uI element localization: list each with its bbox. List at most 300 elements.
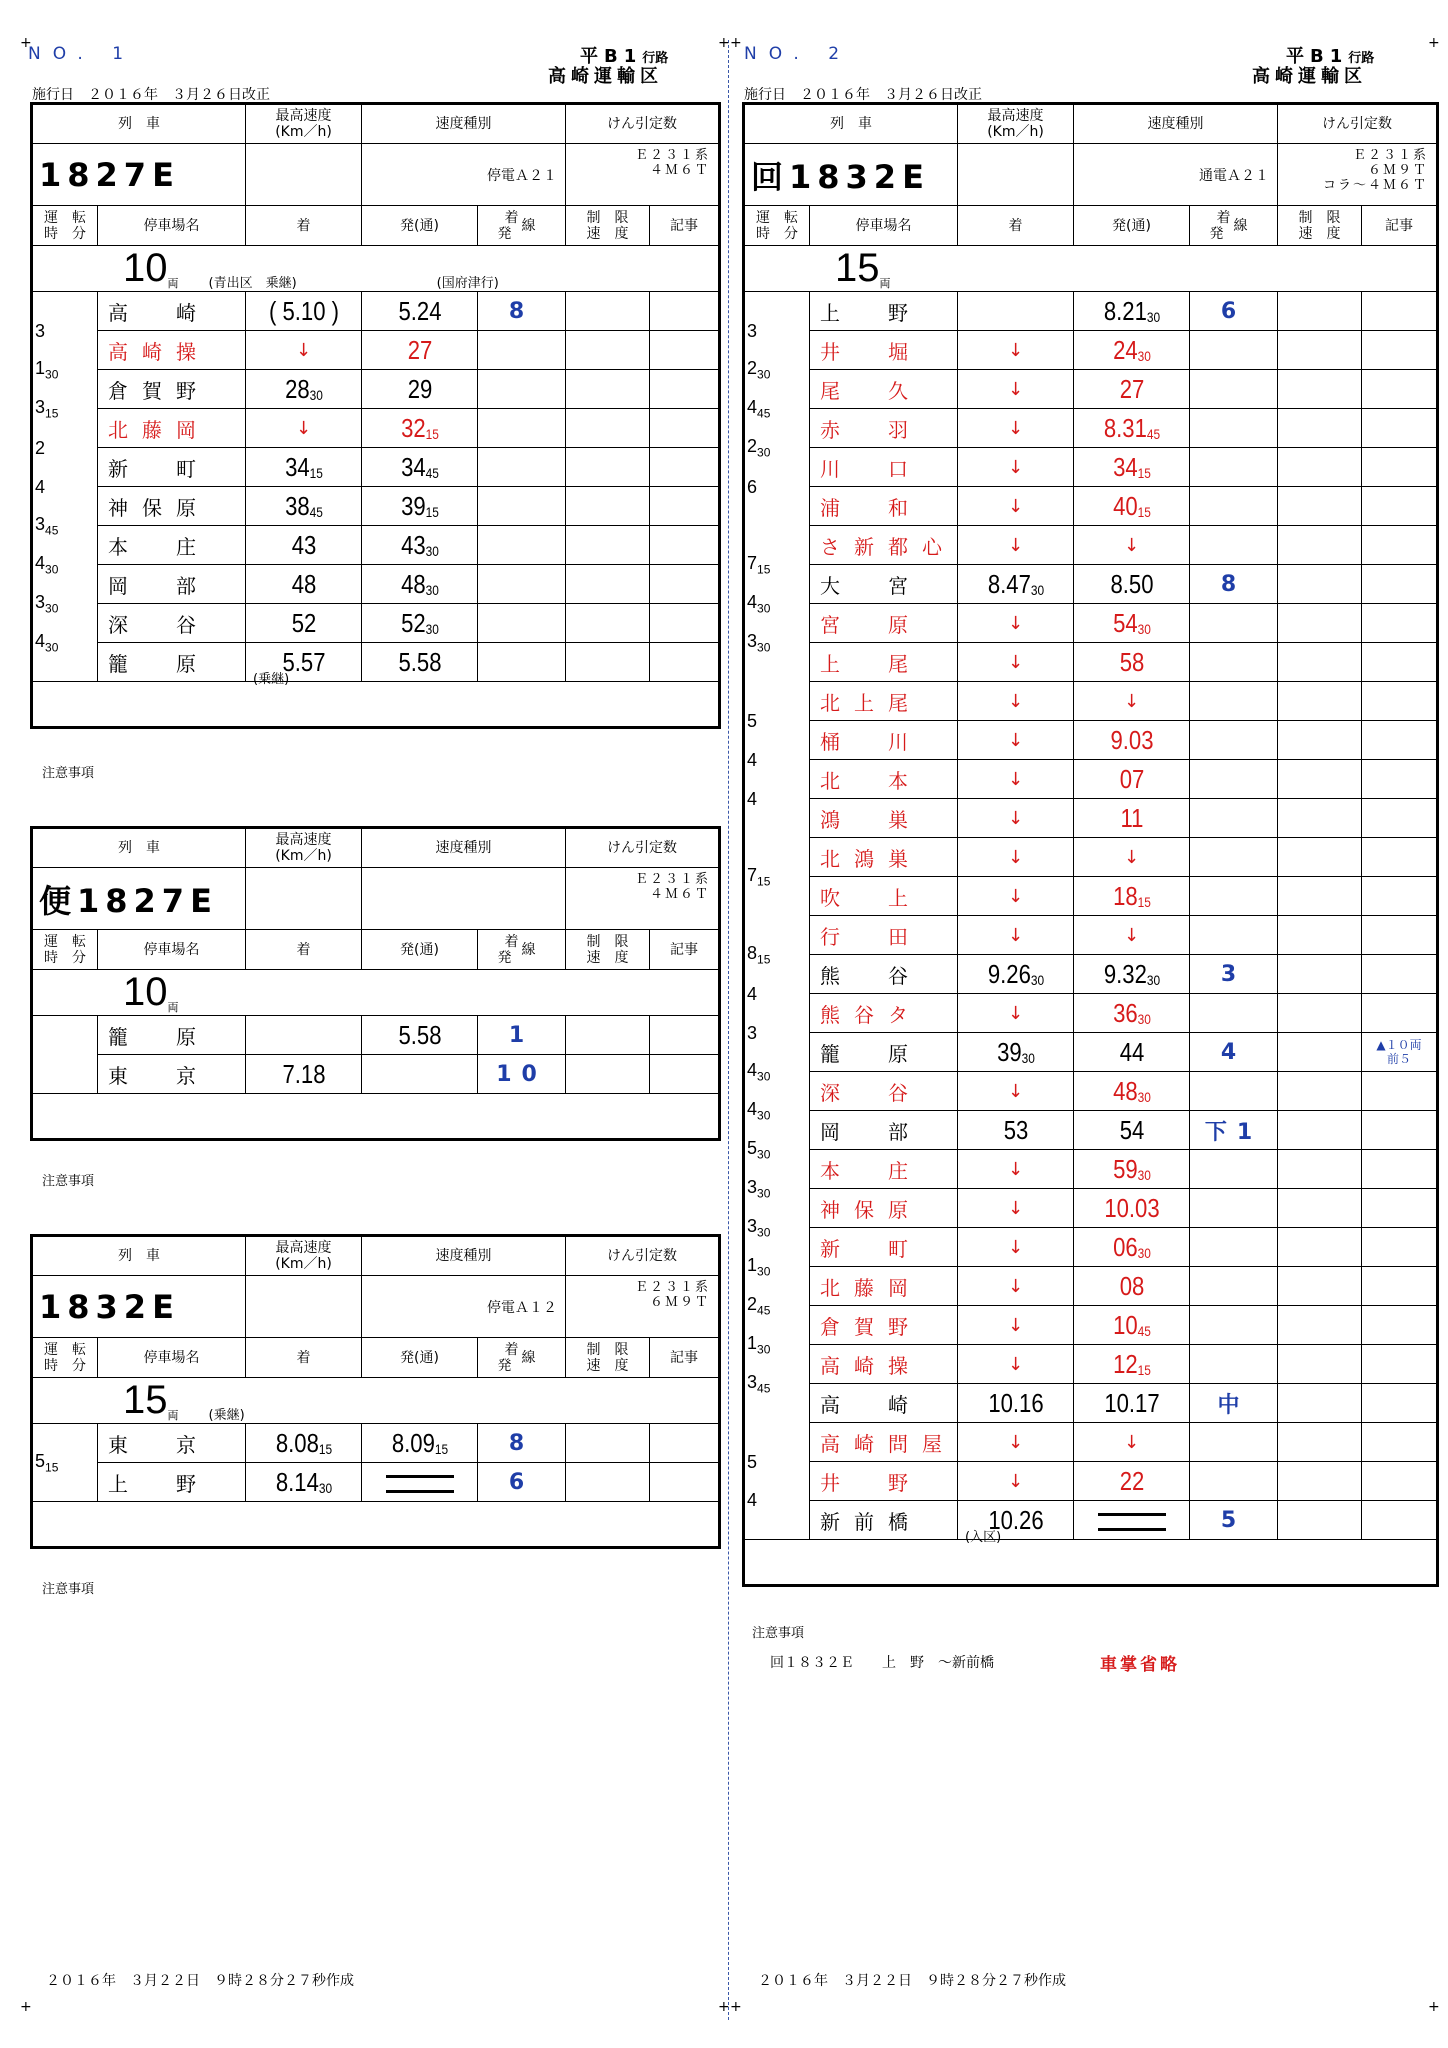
station-name: 深 谷 [810, 1072, 958, 1111]
speed-limit [1278, 487, 1362, 526]
speed-type-value [362, 868, 566, 930]
caution-label: 注意事項 [42, 1174, 95, 1189]
arrival-time: ↓ [246, 331, 362, 370]
station-name: 北上尾 [810, 682, 958, 721]
arrival-time: 52 [254, 604, 353, 643]
arrival-time: 7.18 [254, 1055, 353, 1094]
train-number: 便1827E [32, 868, 246, 930]
track-label: 着 発 線 [478, 206, 566, 246]
track-number [1190, 1189, 1278, 1228]
train-label: 列 車 [32, 828, 246, 868]
notes-cell [650, 1424, 720, 1463]
arrival-time: ( 5.10 ) [254, 292, 353, 331]
track-label: 着 発 線 [478, 930, 566, 970]
notes-cell [1362, 643, 1438, 682]
speed-limit [1278, 292, 1362, 331]
stop-row [32, 1016, 720, 1055]
departure-time: 22 [1082, 1462, 1181, 1501]
departure-time: 44 [1082, 1033, 1181, 1072]
run-time: 3 [32, 331, 98, 370]
stop-row [32, 370, 720, 409]
station-name: 新 町 [810, 1228, 958, 1267]
speed-limit [566, 604, 650, 643]
notes-cell [1362, 604, 1438, 643]
station-name: 高崎操 [98, 331, 246, 370]
arrival-time: 5.57 [254, 643, 353, 682]
train-number: 1832E [32, 1276, 246, 1338]
stop-row [744, 1189, 1438, 1228]
notes-cell [1362, 487, 1438, 526]
car-note: (乗継) [208, 1408, 245, 1423]
notes-cell [1362, 1306, 1438, 1345]
speed-limit [1278, 1423, 1362, 1462]
stop-row [744, 370, 1438, 409]
car-note: (青出区 乗継) [208, 276, 297, 291]
track-number: 8 [478, 292, 566, 331]
arrival-label: 着 [246, 206, 362, 246]
departure-time: $48_{30}$ [1082, 1072, 1181, 1111]
track-number [478, 448, 566, 487]
kenin-value: Ｅ２３１系 ４Ｍ６Ｔ [566, 868, 720, 930]
station-name: 赤 羽 [810, 409, 958, 448]
run-time-label: 運 転 時 分 [744, 206, 810, 246]
stop-row [744, 760, 1438, 799]
speed-limit [1278, 682, 1362, 721]
departure-time: $8.09_{15}$ [370, 1424, 469, 1463]
notes-cell [1362, 838, 1438, 877]
run-time [32, 1016, 98, 1055]
arrival-time: 48 [254, 565, 353, 604]
speed-limit [1278, 409, 1362, 448]
station-name: 本 庄 [810, 1150, 958, 1189]
arrival-time: ↓ [246, 409, 362, 448]
track-number [1190, 1267, 1278, 1306]
created-date: ２０１６年 ３月２２日 ９時２８分２７秒作成 [46, 1973, 354, 1989]
station-name: 大 宮 [810, 565, 958, 604]
run-time: $7_{15}$ [744, 877, 810, 916]
arrival-time: ↓ [958, 1267, 1074, 1306]
train-table-bin-1827E [30, 826, 721, 1141]
run-time: 2 [32, 448, 98, 487]
speed-type-value: 通電Ａ２１ [1074, 144, 1278, 206]
departure-time: $43_{30}$ [370, 526, 469, 565]
track-number [1190, 1462, 1278, 1501]
departure-time: ↓ [1074, 916, 1190, 955]
stop-row [744, 1267, 1438, 1306]
notes-cell [1362, 1384, 1438, 1423]
stop-note: ▲１０両 前５ [1376, 1038, 1422, 1066]
arrival-label: 着 [246, 1338, 362, 1378]
notes-cell [650, 604, 720, 643]
speed-limit [566, 565, 650, 604]
arrival-time: $8.08_{15}$ [254, 1424, 353, 1463]
train-table-1827E [30, 102, 721, 729]
track-number [1190, 1423, 1278, 1462]
station-name: 行 田 [810, 916, 958, 955]
car-count: 15 [123, 1378, 168, 1422]
arrival-time: 10.26 [966, 1501, 1065, 1540]
kenin-label: けん引定数 [566, 104, 720, 144]
station-name: 北藤岡 [810, 1267, 958, 1306]
stop-row [744, 292, 1438, 331]
track-number: 4 [1190, 1033, 1278, 1072]
track-number [1190, 331, 1278, 370]
kenin-value: Ｅ２３１系 ６Ｍ９Ｔ コラ～４Ｍ６Ｔ [1278, 144, 1438, 206]
run-time-label: 運 転 時 分 [32, 206, 98, 246]
speed-limit [1278, 877, 1362, 916]
track-number [1190, 526, 1278, 565]
notes-cell [1362, 1033, 1438, 1072]
kenin-value: Ｅ２３１系 ６Ｍ９Ｔ [566, 1276, 720, 1338]
kenin-label: けん引定数 [566, 1236, 720, 1276]
station-name: 籠 原 [810, 1033, 958, 1072]
stop-row [744, 955, 1438, 994]
departure-time: 5.58 [370, 643, 469, 682]
stop-row [744, 877, 1438, 916]
departure-time: $12_{15}$ [1082, 1345, 1181, 1384]
stop-row [744, 526, 1438, 565]
office-name: 高崎運輸区 [548, 66, 663, 87]
station-name: 籠 原 [98, 1016, 246, 1055]
track-number [1190, 682, 1278, 721]
stop-row [744, 1462, 1438, 1501]
caution-label: 注意事項 [752, 1626, 805, 1641]
notes-cell [1362, 1267, 1438, 1306]
departure-time: $18_{15}$ [1082, 877, 1181, 916]
departure-time: 9.03 [1082, 721, 1181, 760]
departure-time: 08 [1082, 1267, 1181, 1306]
departure-time: $24_{30}$ [1082, 331, 1181, 370]
track-number: 5 [1190, 1501, 1278, 1540]
speed-type-label: 速度種別 [362, 1236, 566, 1276]
track-number [1190, 760, 1278, 799]
kenin-label: けん引定数 [1278, 104, 1438, 144]
track-number [1190, 877, 1278, 916]
speed-limit [1278, 799, 1362, 838]
departure-time: $52_{30}$ [370, 604, 469, 643]
speed-limit [1278, 331, 1362, 370]
terminal-double-line [1098, 1513, 1166, 1531]
crop-mark: + [1428, 1999, 1440, 2015]
notes-cell [1362, 1150, 1438, 1189]
notes-label: 記事 [1362, 206, 1438, 246]
max-speed-value [958, 144, 1074, 206]
departure-time: $34_{15}$ [1082, 448, 1181, 487]
max-speed-label: 最高速度 (Km／h) [246, 104, 362, 144]
run-time: 5 [744, 721, 810, 760]
run-time: $4_{30}$ [744, 1072, 810, 1111]
speed-limit [1278, 1462, 1362, 1501]
station-name: 北鴻巣 [810, 838, 958, 877]
notes-cell [650, 526, 720, 565]
station-name: 熊谷タ [810, 994, 958, 1033]
notes-cell [1362, 1423, 1438, 1462]
arrival-time: $28_{30}$ [254, 370, 353, 409]
arrival-time: $34_{15}$ [254, 448, 353, 487]
run-time-label: 運 転 時 分 [32, 930, 98, 970]
track-number: 8 [1190, 565, 1278, 604]
station-name: 吹 上 [810, 877, 958, 916]
notes-cell [1362, 682, 1438, 721]
track-number [1190, 1150, 1278, 1189]
run-time: 4 [32, 487, 98, 526]
crop-mark: + [730, 35, 742, 51]
station-name: 倉賀野 [98, 370, 246, 409]
station-name: 倉賀野 [810, 1306, 958, 1345]
track-number: 8 [478, 1424, 566, 1463]
station-name: 桶 川 [810, 721, 958, 760]
track-number [1190, 643, 1278, 682]
run-time: 4 [744, 994, 810, 1033]
stop-row [744, 1111, 1438, 1150]
page-number: NO. 2 [744, 44, 852, 64]
stop-row [744, 1423, 1438, 1462]
crop-mark: + [20, 35, 32, 51]
notes-cell [1362, 409, 1438, 448]
track-number: 6 [478, 1463, 566, 1502]
departure-time: $9.32_{30}$ [1082, 955, 1181, 994]
track-number [1190, 448, 1278, 487]
station-name: 本 庄 [98, 526, 246, 565]
max-speed-value [246, 868, 362, 930]
stop-row [744, 487, 1438, 526]
speed-limit [566, 1463, 650, 1502]
departure-time: $32_{15}$ [370, 409, 469, 448]
station-name: 高 崎 [98, 292, 246, 331]
speed-limit [1278, 1501, 1362, 1540]
station-name: 北 本 [810, 760, 958, 799]
run-time: $3_{30}$ [744, 643, 810, 682]
stop-row [32, 487, 720, 526]
departure-label: 発(通) [362, 930, 478, 970]
track-number: 6 [1190, 292, 1278, 331]
arrival-time: ↓ [958, 1423, 1074, 1462]
departure-time: $40_{15}$ [1082, 487, 1181, 526]
station-label: 停車場名 [98, 930, 246, 970]
arrival-time: ↓ [958, 1345, 1074, 1384]
stop-row [744, 1033, 1438, 1072]
page-divider [728, 40, 729, 2020]
arrival-time: ↓ [958, 1462, 1074, 1501]
stop-row [744, 1501, 1438, 1540]
station-name: 宮 原 [810, 604, 958, 643]
track-number [1190, 487, 1278, 526]
station-name: 高崎問屋 [810, 1423, 958, 1462]
speed-limit [1278, 526, 1362, 565]
run-time: $3_{45}$ [32, 526, 98, 565]
station-name: 神保原 [810, 1189, 958, 1228]
max-speed-label: 最高速度 (Km／h) [246, 828, 362, 868]
departure-time: $10_{45}$ [1082, 1306, 1181, 1345]
station-name: さ新都心 [810, 526, 958, 565]
notes-cell [1362, 877, 1438, 916]
station-name: 東 京 [98, 1424, 246, 1463]
track-number [1190, 1072, 1278, 1111]
arrival-time: ↓ [958, 448, 1074, 487]
run-time: $3_{30}$ [32, 604, 98, 643]
notes-cell [1362, 448, 1438, 487]
departure-label: 発(通) [362, 206, 478, 246]
table-footer-row [32, 672, 720, 728]
limit-label: 制 限 速 度 [566, 1338, 650, 1378]
speed-limit [1278, 1072, 1362, 1111]
effective-date: 施行日 ２０１６年 ３月２６日改正 [744, 87, 982, 103]
route-title: 平B1行路 [1286, 46, 1375, 67]
route-title: 平B1行路 [580, 46, 669, 67]
speed-limit [1278, 1384, 1362, 1423]
notes-cell [1362, 1072, 1438, 1111]
speed-limit [1278, 838, 1362, 877]
track-number [1190, 1306, 1278, 1345]
arrival-time: ↓ [958, 760, 1074, 799]
stop-row [32, 1463, 720, 1502]
notes-cell [1362, 721, 1438, 760]
car-note-2: (国府津行) [436, 276, 499, 291]
speed-limit [1278, 1267, 1362, 1306]
stop-row [32, 526, 720, 565]
track-number [1190, 604, 1278, 643]
arrival-time [966, 292, 1065, 331]
stop-row [744, 565, 1438, 604]
notes-label: 記事 [650, 1338, 720, 1378]
speed-limit [1278, 448, 1362, 487]
station-name: 上 野 [98, 1463, 246, 1502]
stop-row [744, 1345, 1438, 1384]
arrival-time: ↓ [958, 1189, 1074, 1228]
arrival-time: ↓ [958, 1150, 1074, 1189]
notes-cell [650, 565, 720, 604]
train-label: 列 車 [32, 104, 246, 144]
stop-row [744, 643, 1438, 682]
arrival-time: $8.14_{30}$ [254, 1463, 353, 1502]
car-count: 10 [123, 246, 168, 290]
arrival-time: ↓ [958, 916, 1074, 955]
arrival-time: ↓ [958, 682, 1074, 721]
departure-time: $06_{30}$ [1082, 1228, 1181, 1267]
speed-limit [1278, 994, 1362, 1033]
departure-time: 11 [1082, 799, 1181, 838]
station-name: 北藤岡 [98, 409, 246, 448]
notes-cell [650, 643, 720, 682]
speed-limit [566, 292, 650, 331]
arrival-time: ↓ [958, 370, 1074, 409]
notes-cell [650, 1463, 720, 1502]
run-time: $5_{30}$ [744, 1150, 810, 1189]
departure-time: ↓ [1074, 682, 1190, 721]
created-date: ２０１６年 ３月２２日 ９時２８分２７秒作成 [758, 1973, 1066, 1989]
arrival-time: ↓ [958, 1228, 1074, 1267]
arrival-time: 53 [966, 1111, 1065, 1150]
stop-row [744, 1150, 1438, 1189]
station-name: 新前橋 [810, 1501, 958, 1540]
notes-cell [650, 292, 720, 331]
page-number: NO. 1 [28, 44, 136, 64]
car-unit: 両 [167, 1409, 179, 1422]
departure-time: 07 [1082, 760, 1181, 799]
car-unit: 両 [879, 277, 891, 290]
notes-label: 記事 [650, 206, 720, 246]
arrival-time: ↓ [958, 1306, 1074, 1345]
run-time: 6 [744, 487, 810, 526]
notes-cell [650, 331, 720, 370]
arrival-time: ↓ [958, 1072, 1074, 1111]
station-name: 深 谷 [98, 604, 246, 643]
stop-row [744, 604, 1438, 643]
track-number [478, 370, 566, 409]
arrival-time: ↓ [958, 643, 1074, 682]
station-name: 井 野 [810, 1462, 958, 1501]
station-name: 東 京 [98, 1055, 246, 1094]
notes-cell [1362, 916, 1438, 955]
notes-cell [1362, 994, 1438, 1033]
track-number [478, 487, 566, 526]
station-name: 神保原 [98, 487, 246, 526]
track-number [478, 643, 566, 682]
track-number [1190, 1345, 1278, 1384]
station-name: 浦 和 [810, 487, 958, 526]
run-time: $3_{30}$ [744, 1228, 810, 1267]
departure-time: $39_{15}$ [370, 487, 469, 526]
speed-limit [566, 487, 650, 526]
run-time: $1_{30}$ [32, 370, 98, 409]
departure-time: 5.58 [370, 1016, 469, 1055]
departure-time: 27 [370, 331, 469, 370]
train-label: 列 車 [32, 1236, 246, 1276]
speed-limit [1278, 1306, 1362, 1345]
speed-limit [1278, 1189, 1362, 1228]
speed-limit [566, 331, 650, 370]
stop-row [744, 721, 1438, 760]
run-time: $4_{30}$ [744, 604, 810, 643]
stop-row [32, 604, 720, 643]
max-speed-value [246, 144, 362, 206]
train-number: 回1832E [744, 144, 958, 206]
departure-time: 29 [370, 370, 469, 409]
notes-cell [650, 409, 720, 448]
track-number [478, 604, 566, 643]
run-time: $2_{30}$ [744, 448, 810, 487]
track-number [478, 331, 566, 370]
arrival-time: $38_{45}$ [254, 487, 353, 526]
run-time: $3_{15}$ [32, 409, 98, 448]
run-time: $4_{30}$ [744, 1111, 810, 1150]
effective-date: 施行日 ２０１６年 ３月２６日改正 [32, 87, 270, 103]
speed-limit [1278, 1111, 1362, 1150]
track-label: 着 発 線 [1190, 206, 1278, 246]
departure-label: 発(通) [1074, 206, 1190, 246]
station-label: 停車場名 [98, 1338, 246, 1378]
max-speed-label: 最高速度 (Km／h) [246, 1236, 362, 1276]
station-name: 川 口 [810, 448, 958, 487]
run-time: $2_{45}$ [744, 1306, 810, 1345]
departure-time: 54 [1082, 1111, 1181, 1150]
train-number: 1827E [32, 144, 246, 206]
car-count-row [32, 970, 720, 1016]
station-name: 上 野 [810, 292, 958, 331]
limit-label: 制 限 速 度 [1278, 206, 1362, 246]
run-time: $5_{15}$ [32, 1463, 98, 1502]
station-label: 停車場名 [810, 206, 958, 246]
station-name: 新 町 [98, 448, 246, 487]
notes-cell [650, 1055, 720, 1094]
arrival-time: ↓ [958, 877, 1074, 916]
departure-label: 発(通) [362, 1338, 478, 1378]
run-time: 5 [744, 1462, 810, 1501]
arrival-time: ↓ [958, 799, 1074, 838]
departure-time: $36_{30}$ [1082, 994, 1181, 1033]
max-speed-label: 最高速度 (Km／h) [958, 104, 1074, 144]
notes-cell [1362, 565, 1438, 604]
